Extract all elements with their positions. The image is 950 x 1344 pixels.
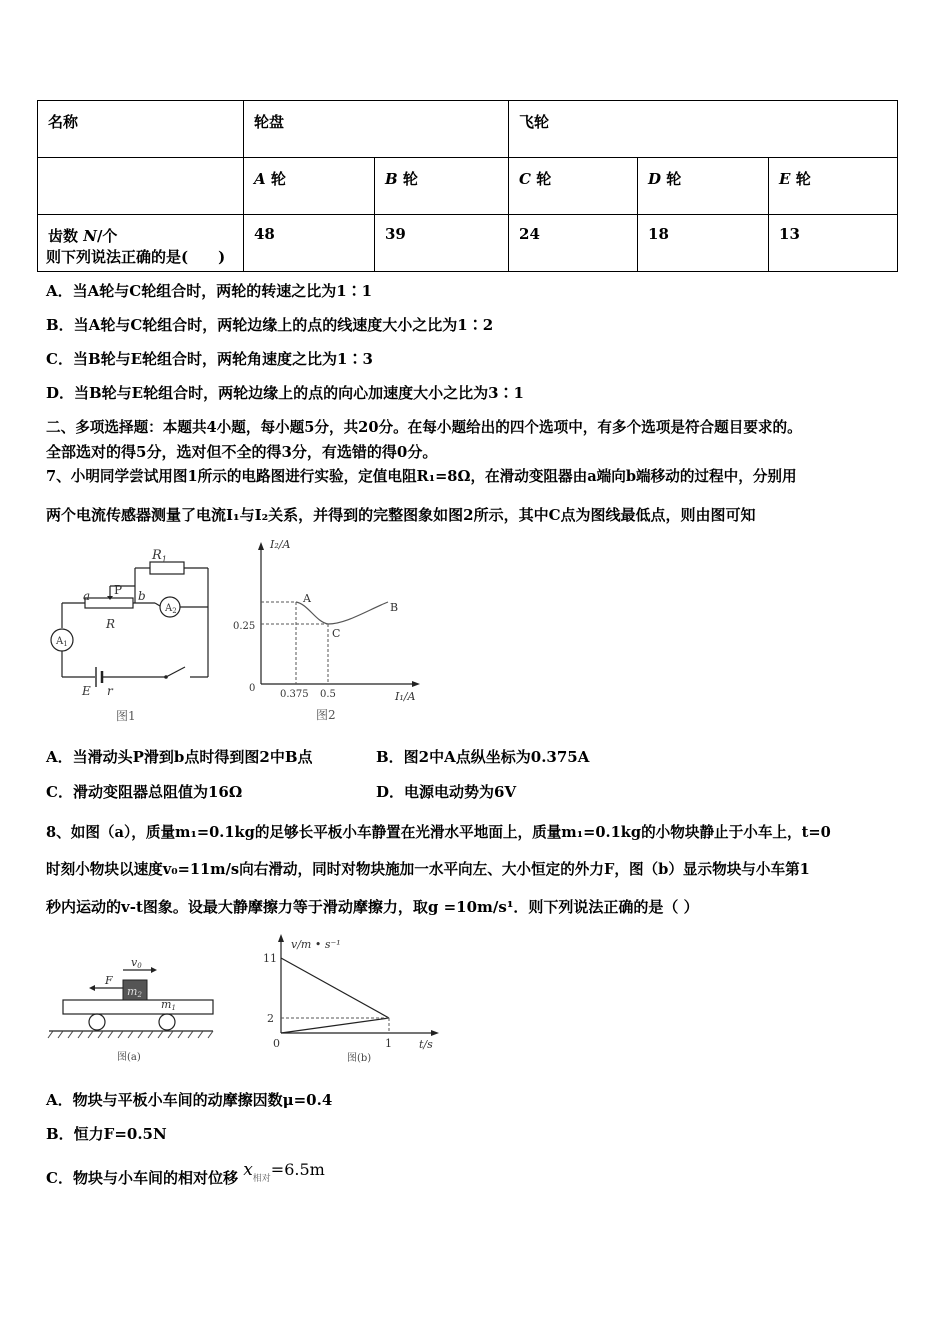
- block-velocity-line: [281, 958, 389, 1018]
- svg-text:图(b): 图(b): [347, 1053, 372, 1064]
- cart-wheel: [159, 1014, 175, 1030]
- circuit-diagram: [40, 540, 220, 730]
- i1-i2-graph: [228, 536, 428, 728]
- q6-option-a: A．当A轮与C轮组合时，两轮的转速之比为1∶1: [46, 282, 373, 300]
- table-cell: 24: [509, 215, 638, 272]
- q8-option-a: A．物块与平板小车间的动摩擦因数μ=0.4: [46, 1091, 333, 1109]
- svg-text:m1: m1: [161, 998, 176, 1012]
- q7-option-d: D．电源电动势为6V: [376, 783, 517, 801]
- svg-text:0: 0: [249, 683, 256, 694]
- svg-text:P: P: [114, 583, 123, 597]
- vt-graph: [255, 928, 445, 1070]
- svg-text:图1: 图1: [116, 709, 136, 723]
- table-cell: C 轮: [509, 158, 638, 215]
- svg-text:11: 11: [263, 952, 277, 965]
- table-row: [38, 101, 898, 158]
- cart-board: [63, 1000, 213, 1014]
- svg-text:E: E: [82, 684, 91, 698]
- svg-text:R: R: [106, 617, 116, 631]
- svg-text:0.5: 0.5: [320, 689, 336, 700]
- svg-text:v/m • s⁻¹: v/m • s⁻¹: [291, 938, 341, 951]
- cart-wheel: [89, 1014, 105, 1030]
- table-cell: B 轮: [375, 158, 509, 215]
- svg-text:m2: m2: [127, 985, 142, 999]
- svg-text:B: B: [390, 601, 399, 614]
- q6-option-c: C．当B轮与E轮组合时，两轮角速度之比为1∶3: [46, 350, 373, 368]
- header-name: 名称: [38, 101, 244, 158]
- svg-text:图(a): 图(a): [117, 1052, 141, 1063]
- svg-text:t/s: t/s: [419, 1038, 433, 1051]
- q6-stem: 则下列说法正确的是( ): [46, 248, 226, 266]
- table-cell: 13: [769, 215, 898, 272]
- q8-stem-line3: 秒内运动的v-t图象。设最大静摩擦力等于滑动摩擦力，取g =10m/s¹．则下列说法正确的是（ ）: [46, 898, 699, 916]
- q6-option-b: B．当A轮与C轮组合时，两轮边缘上的点的线速度大小之比为1∶2: [46, 316, 494, 334]
- svg-text:2: 2: [267, 1012, 274, 1025]
- q8-stem-line2: 时刻小物块以速度v₀=11m/s向右滑动，同时对物块施加一水平向左、大小恒定的外力F，图（b）显示物块与小车第1: [46, 861, 810, 878]
- svg-text:0.25: 0.25: [233, 621, 256, 632]
- q7-stem-line1: 7、小明同学尝试用图1所示的电路图进行实验，定值电阻R₁=8Ω，在滑动变阻器由a端向b端移动的过程中，分别用: [46, 468, 797, 485]
- svg-text:图2: 图2: [316, 708, 336, 722]
- q8-option-c: C．物块与小车间的相对位移 x相对=6.5m: [46, 1160, 325, 1187]
- svg-text:b: b: [138, 589, 146, 603]
- svg-text:C: C: [332, 627, 341, 640]
- header-chainring: 轮盘: [244, 101, 509, 158]
- section-heading-cont: 全部选对的得5分，选对但不全的得3分，有选错的得0分。: [46, 443, 438, 461]
- svg-text:r: r: [107, 684, 113, 698]
- svg-text:A: A: [303, 592, 311, 605]
- svg-text:R1: $R_1$: [152, 548, 167, 564]
- section-heading: 二、多项选择题：本题共4小题，每小题5分，共20分。在每小题给出的四个选项中，有多个选项是符合题目要求的。: [46, 419, 802, 436]
- cart-velocity-line: [281, 1018, 389, 1033]
- svg-text:I₁/A: I₁/A: [395, 690, 416, 703]
- q7-option-c: C．滑动变阻器总阻值为16Ω: [46, 783, 243, 801]
- resistor-r1: [150, 562, 184, 574]
- svg-text:A1: $A_1$: [56, 636, 68, 648]
- cart-diagram: [45, 950, 225, 1070]
- svg-text:a: a: [83, 589, 91, 603]
- q8-stem-line1: 8、如图（a），质量m₁=0.1kg的足够长平板小车静置在光滑水平地面上，质量m₁=0.1kg的小物块静止于小车上，t=0: [46, 824, 831, 841]
- table-cell: A 轮: [244, 158, 375, 215]
- q7-option-a: A．当滑动头P滑到b点时得到图2中B点: [46, 748, 313, 766]
- graph-curve: [296, 602, 388, 624]
- table-row: [38, 158, 898, 215]
- svg-text:1: 1: [385, 1037, 392, 1050]
- table-cell: D 轮: [638, 158, 769, 215]
- table-cell: [38, 158, 244, 215]
- svg-text:0.375: 0.375: [280, 689, 309, 700]
- header-flywheel: 飞轮: [509, 101, 898, 158]
- svg-text:v0: v0: [131, 956, 142, 970]
- q8-option-b: B．恒力F=0.5N: [46, 1125, 167, 1143]
- svg-text:F: F: [105, 974, 113, 987]
- table-cell: 18: [638, 215, 769, 272]
- table-cell: 39: [375, 215, 509, 272]
- svg-text:A2: $A_2$: [165, 603, 177, 615]
- rheostat: [85, 598, 133, 608]
- teeth-label: 齿数 N/个: [38, 215, 244, 272]
- q7-stem-line2: 两个电流传感器测量了电流I₁与I₂关系，并得到的完整图象如图2所示，其中C点为图线最低点，则由图可知: [46, 506, 756, 524]
- table-cell: E 轮: [769, 158, 898, 215]
- svg-text:0: 0: [273, 1037, 280, 1050]
- q7-option-b: B．图2中A点纵坐标为0.375A: [376, 748, 590, 766]
- table-cell: 48: [244, 215, 375, 272]
- svg-text:I₂/A: I₂/A: [270, 538, 291, 551]
- q6-option-d: D．当B轮与E轮组合时，两轮边缘上的点的向心加速度大小之比为3∶1: [46, 384, 524, 402]
